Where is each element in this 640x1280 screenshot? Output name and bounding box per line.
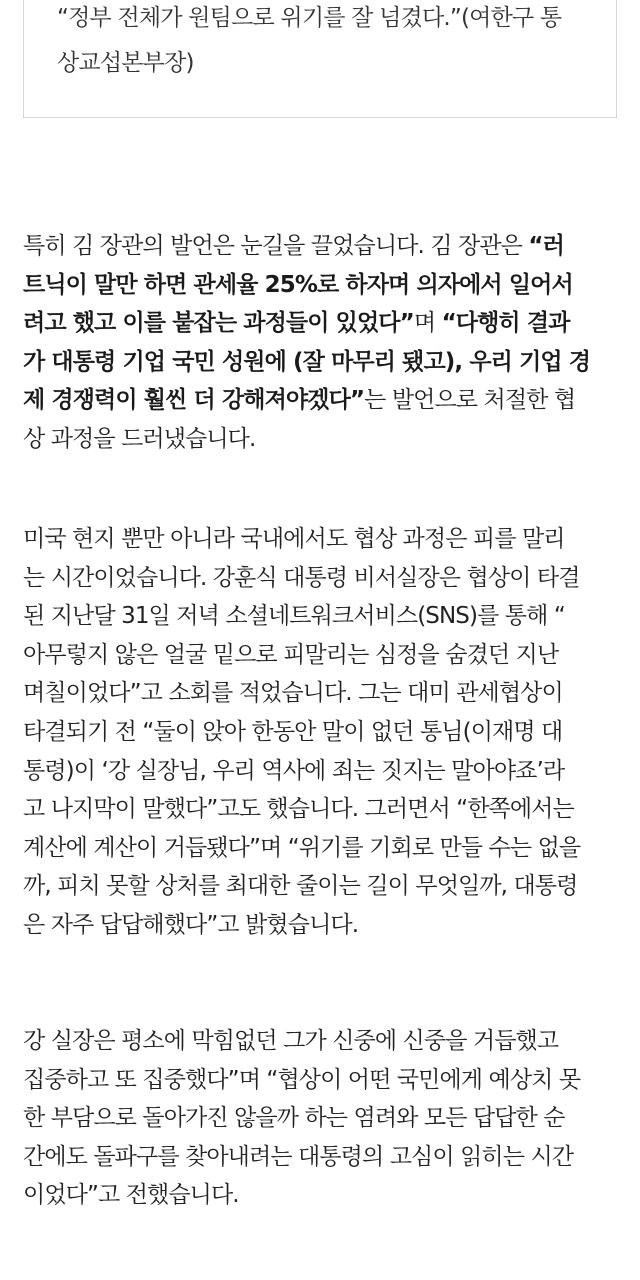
paragraph-line — [23, 420, 623, 459]
paragraph-line — [23, 520, 623, 559]
paragraph-line — [23, 1138, 623, 1177]
text-run: 계산에 계산이 거듭됐다”며 “위기를 기회로 만들 수는 없을 — [23, 834, 581, 861]
text-run: 는 시간이었습니다. 강훈식 대통령 비서실장은 협상이 타결 — [23, 564, 580, 591]
text-run: 통령)이 ‘강 실장님, 우리 역사에 죄는 짓지는 말아야죠’라 — [23, 757, 565, 784]
bold-text: 제 경쟁력이 훨씬 더 강해져야겠다” — [23, 387, 365, 414]
paragraph-line — [23, 829, 623, 868]
text-run: 집중하고 또 집중했다”며 “협상이 어떤 국민에게 예상치 못 — [23, 1066, 581, 1093]
paragraph-line — [23, 266, 623, 305]
text-run: 며칠이었다”고 소회를 적었습니다. 그는 대미 관세협상이 — [23, 680, 563, 707]
paragraph-line — [23, 227, 623, 266]
bold-text: “러 — [528, 233, 564, 259]
paragraph-line — [23, 1022, 623, 1061]
paragraph-line — [23, 304, 623, 343]
quote-box — [23, 0, 617, 118]
paragraph-line — [23, 790, 623, 829]
text-run: 상 과정을 드러냈습니다. — [23, 425, 256, 452]
bold-text: 트닉이 말만 하면 관세율 25%로 하자며 의자에서 일어서 — [23, 271, 573, 298]
paragraph-line — [23, 381, 623, 420]
text-run: 타결되기 전 “둘이 앉아 한동안 말이 없던 통님(이재명 대 — [23, 718, 563, 745]
paragraph-line — [23, 674, 623, 713]
paragraph-line — [23, 1099, 623, 1138]
bold-text: “다행히 결과 — [441, 310, 570, 337]
text-run: 강 실장은 평소에 막힘없던 그가 신중에 신중을 거듭했고 — [23, 1028, 559, 1054]
paragraph-line — [23, 906, 623, 945]
paragraph-line — [23, 343, 623, 382]
text-run: 간에도 돌파구를 찾아내려는 대통령의 고심이 읽히는 시간 — [23, 1143, 574, 1170]
text-run: 아무렇지 않은 얼굴 밑으로 피말리는 심정을 숨겼던 지난 — [23, 641, 559, 668]
text-run: 는 발언으로 처절한 협 — [364, 387, 576, 414]
paragraph-line — [23, 752, 623, 791]
text-run: 된 지난달 31일 저녁 소셜네트워크서비스(SNS)를 통해 “ — [23, 603, 565, 630]
article-paragraph-2 — [23, 520, 623, 945]
text-run: 고 나지막이 말했다”고도 했습니다. 그러면서 “한쪽에서는 — [23, 796, 574, 823]
paragraph-line — [23, 559, 623, 598]
text-run: 며 — [413, 310, 442, 337]
paragraph-line — [23, 1061, 623, 1100]
text-run: 특히 김 장관의 발언은 눈길을 끌었습니다. 김 장관은 — [23, 233, 529, 259]
paragraph-line — [23, 597, 623, 636]
text-run: 한 부담으로 돌아가진 않을까 하는 염려와 모든 답답한 순 — [23, 1105, 565, 1132]
article-paragraph-1 — [23, 227, 623, 459]
text-run: 이었다”고 전했습니다. — [23, 1182, 239, 1209]
bold-text: 려고 했고 이를 붙잡는 과정들이 있었다” — [23, 310, 414, 337]
quote-text: “정부 전체가 원팀으로 위기를 잘 넘겼다.”(여한구 통 상교섭본부장) — [57, 5, 562, 76]
paragraph-line — [23, 713, 623, 752]
text-run: 미국 현지 뿐만 아니라 국내에서도 협상 과정은 피를 말리 — [23, 526, 565, 552]
paragraph-line — [23, 636, 623, 675]
paragraph-line — [23, 867, 623, 906]
paragraph-line — [23, 1176, 623, 1215]
article-paragraph-3 — [23, 1022, 623, 1215]
text-run: 은 자주 답답해했다”고 밝혔습니다. — [23, 911, 359, 938]
bold-text: 가 대통령 기업 국민 성원에 (잘 마무리 됐고), 우리 기업 경 — [23, 348, 591, 375]
text-run: 까, 피치 못할 상처를 최대한 줄이는 길이 무엇일까, 대통령 — [23, 873, 578, 900]
